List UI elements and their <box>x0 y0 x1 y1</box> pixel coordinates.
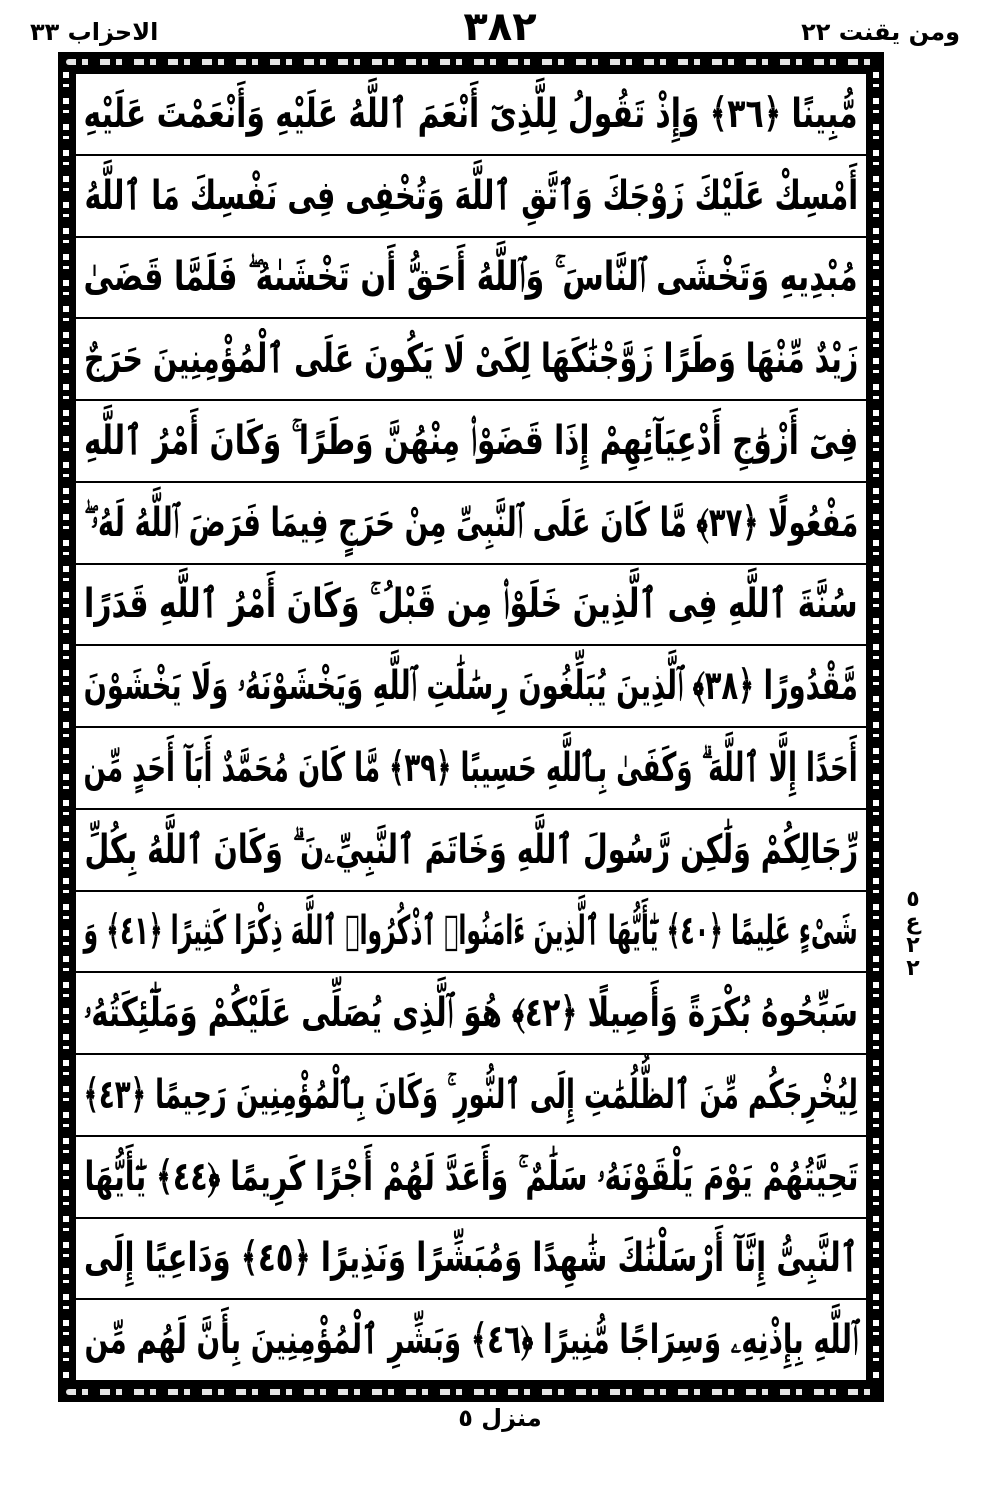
verse-lines <box>76 74 866 1380</box>
line-text: رِّجَالِكُمْ وَلَٰكِن رَّسُولَ ٱللَّهِ وَخَاتَمَ ٱلنَّبِيِّۦنَ ۗ وَكَانَ ٱللَّهُ بِكُلِّ <box>84 826 858 873</box>
text-line <box>76 483 866 565</box>
line-text: ٱللَّهِ بِإِذْنِهِۦ وَسِرَاجًا مُّنِيرًا ﴿٤٦﴾ وَبَشِّرِ ٱلْمُؤْمِنِينَ بِأَنَّ لَهُم مِّن <box>84 1317 858 1364</box>
text-line <box>76 319 866 401</box>
text-line <box>76 74 866 156</box>
right-ornament-icon <box>873 72 879 1382</box>
text-line <box>76 1055 866 1137</box>
text-line <box>76 1137 866 1219</box>
ornamental-frame <box>58 52 884 1402</box>
text-line <box>76 1300 866 1380</box>
line-text: سُنَّةَ ٱللَّهِ فِى ٱلَّذِينَ خَلَوْا۟ مِن قَبْلُ ۚ وَكَانَ أَمْرُ ٱللَّهِ قَدَرًا <box>84 581 858 628</box>
line-text: أَحَدًا إِلَّا ٱللَّهَ ۗ وَكَفَىٰ بِٱللَّهِ حَسِيبًا ﴿٣٩﴾ مَّا كَانَ مُحَمَّدٌ أَبَآ أَحَدٍ مِّن <box>83 744 859 791</box>
line-text: فِىٓ أَزْوَٰجِ أَدْعِيَآئِهِمْ إِذَا قَضَوْا۟ مِنْهُنَّ وَطَرًا ۚ وَكَانَ أَمْرُ ٱللَّهِ <box>83 417 859 464</box>
bottom-ornament-icon <box>66 1389 876 1395</box>
text-line <box>76 810 866 892</box>
text-line <box>76 973 866 1055</box>
line-text: سَبِّحُوهُ بُكْرَةً وَأَصِيلًا ﴿٤٢﴾ هُوَ ٱلَّذِى يُصَلِّى عَلَيْكُمْ وَمَلَٰٓئِكَتُهُۥ <box>83 990 859 1037</box>
text-line <box>76 892 866 974</box>
ruku-bottom-number: ٢ <box>906 956 920 982</box>
line-text: مَفْعُولًا ﴿٣٧﴾ مَّا كَانَ عَلَى ٱلنَّبِىِّ مِنْ حَرَجٍ فِيمَا فَرَضَ ٱللَّهُ لَهُۥ ۖ <box>83 499 859 546</box>
text-panel <box>74 72 868 1382</box>
text-line <box>76 646 866 728</box>
juz-name: ومن يقنت ٢٢ <box>801 18 960 46</box>
top-ornament-icon <box>66 59 876 65</box>
text-line <box>76 238 866 320</box>
ruku-top-number: ٥ <box>906 887 920 912</box>
ruku-middle-number: ٢ <box>906 933 920 959</box>
frame-bottom-border <box>58 1382 884 1402</box>
page-number: ٣٨٢ <box>463 4 537 50</box>
line-text: مُبْدِيهِ وَتَخْشَى ٱلنَّاسَ ۚ وَٱللَّهُ أَحَقُّ أَن تَخْشَىٰهُ ۖ فَلَمَّا قَضَىٰ <box>83 254 859 301</box>
line-text: مَّقْدُورًا ﴿٣٨﴾ ٱلَّذِينَ يُبَلِّغُونَ رِسَٰلَٰتِ ٱللَّهِ وَيَخْشَوْنَهُۥ وَلَا يَخْشَوْنَ <box>83 663 859 710</box>
line-text: زَيْدٌ مِّنْهَا وَطَرًا زَوَّجْنَٰكَهَا لِكَىْ لَا يَكُونَ عَلَى ٱلْمُؤْمِنِينَ حَرَجٌ <box>83 336 859 383</box>
page-header <box>0 0 1000 60</box>
left-ornament-icon <box>63 72 69 1382</box>
line-text: مُّبِينًا ﴿٣٦﴾ وَإِذْ تَقُولُ لِلَّذِىٓ أَنْعَمَ ٱللَّهُ عَلَيْهِ وَأَنْعَمْتَ عَلَيْهِ <box>83 90 859 137</box>
line-text: أَمْسِكْ عَلَيْكَ زَوْجَكَ وَٱتَّقِ ٱللَّهَ وَتُخْفِى فِى نَفْسِكَ مَا ٱللَّهُ <box>84 172 858 219</box>
text-line <box>76 565 866 647</box>
surah-name: الاحزاب ٣٣ <box>30 18 159 46</box>
line-text: لِيُخْرِجَكُم مِّنَ ٱلظُّلُمَٰتِ إِلَى ٱلنُّورِ ۚ وَكَانَ بِٱلْمُؤْمِنِينَ رَحِيمًا ﴿٤٣﴾ <box>83 1071 859 1118</box>
text-line <box>76 1219 866 1301</box>
ruku-margin-marker <box>898 888 928 980</box>
frame-top-border <box>58 52 884 72</box>
manzil-footer: منزل ٥ <box>458 1404 542 1432</box>
text-line <box>76 156 866 238</box>
line-text: تَحِيَّتُهُمْ يَوْمَ يَلْقَوْنَهُۥ سَلَٰمٌ ۚ وَأَعَدَّ لَهُمْ أَجْرًا كَرِيمًا ﴿٤٤﴾ يَٰٓأَيُّهَا <box>84 1153 858 1200</box>
line-text: شَىْءٍ عَلِيمًا ﴿٤٠﴾ يَٰٓأَيُّهَا ٱلَّذِينَ ءَامَنُوا۟ ٱذْكُرُوا۟ ٱللَّهَ ذِكْرًا كَثِيرًا ﴿٤١﴾ وَ <box>83 908 859 955</box>
ruku-symbol-icon: ع <box>905 910 921 936</box>
line-text: ٱلنَّبِىُّ إِنَّآ أَرْسَلْنَٰكَ شَٰهِدًا وَمُبَشِّرًا وَنَذِيرًا ﴿٤٥﴾ وَدَاعِيًا إِلَى <box>84 1235 858 1282</box>
text-line <box>76 728 866 810</box>
text-line <box>76 401 866 483</box>
